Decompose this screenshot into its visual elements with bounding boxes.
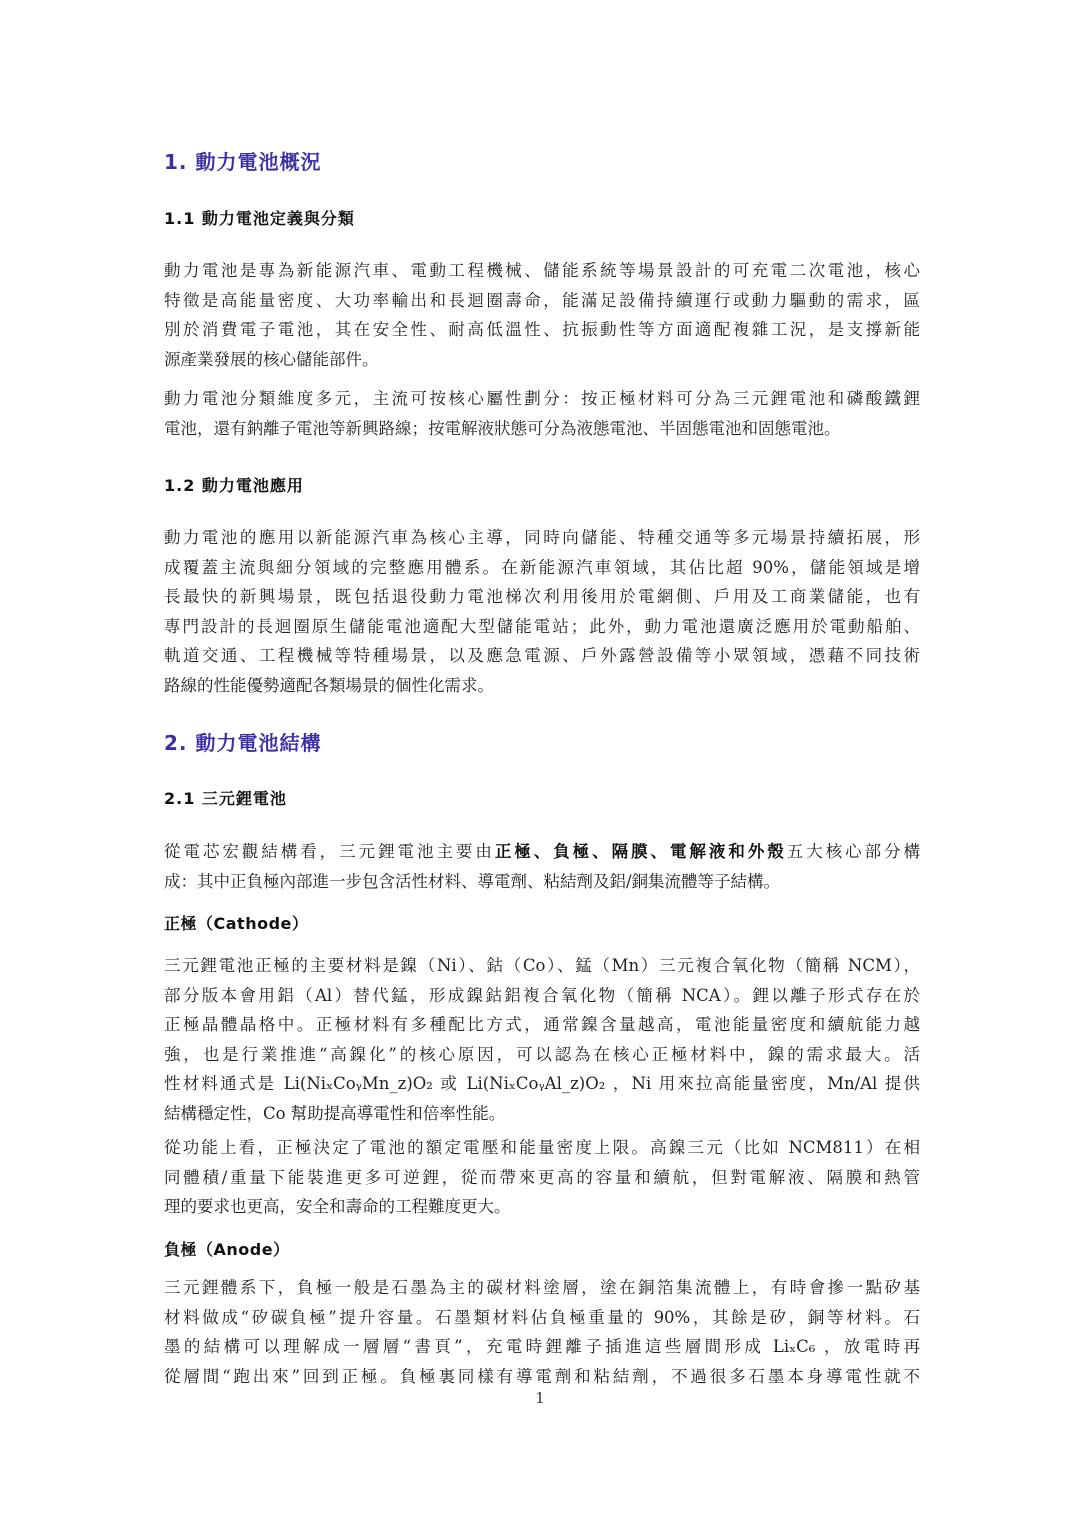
paragraph-line: 動力電池的應用以新能源汽車為核心主導，同時向儲能、特種交通等多元場景持續拓展，形 xyxy=(164,528,920,547)
part-heading-anode: 負極（Anode） xyxy=(164,1240,290,1259)
paragraph-line: 電池，還有鈉離子電池等新興路線；按電解液狀態可分為液態電池、半固態電池和固態電池。 xyxy=(164,418,841,438)
paragraph-line: 專門設計的長迴圈原生儲能電池適配大型儲能電站；此外，動力電池還廣泛應用於電動船舶、 xyxy=(164,616,920,636)
paragraph-line: 部分版本會用鋁（Al）替代錳，形成鎳鈷鋁複合氧化物（簡稱 NCA）。鋰以離子形式存在於 xyxy=(164,985,920,1005)
paragraph-cathode-function xyxy=(164,1133,920,1222)
subsection-heading-2-1: 2.1 三元鋰電池 xyxy=(164,789,287,808)
section-heading-1: 1. 動力電池概況 xyxy=(164,150,322,174)
part-heading-cathode: 正極（Cathode） xyxy=(164,914,309,933)
paragraph-cathode-materials xyxy=(164,951,920,1128)
paragraph-line: 材料做成“矽碳負極”提升容量。石墨類材料佔負極重量的 90%，其餘是矽，銅等材料。石 xyxy=(164,1307,920,1327)
paragraph-line: 動力電池是專為新能源汽車、電動工程機械、儲能系統等場景設計的可充電二次電池，核心 xyxy=(164,261,920,280)
paragraph-line: 動力電池分類維度多元，主流可按核心屬性劃分：按正極材料可分為三元鋰電池和磷酸鐵鋰 xyxy=(164,389,920,408)
paragraph-line: 墨的結構可以理解成一層層“書頁”，充電時鋰離子插進這些層間形成 LiₓC₆ ，放電時再 xyxy=(164,1337,920,1356)
paragraph-line: 長最快的新興場景，既包括退役動力電池梯次利用後用於電網側、戶用及工商業儲能，也有 xyxy=(164,587,920,606)
paragraph-line: 成：其中正負極內部進一步包含活性材料、導電劑、粘結劑及鋁/銅集流體等子結構。 xyxy=(164,871,781,891)
paragraph-line: 強，也是行業推進“高鎳化”的核心原因，可以認為在核心正極材料中，鎳的需求最大。活 xyxy=(164,1044,920,1064)
paragraph-line: 三元鋰體系下，負極一般是石墨為主的碳材料塗層，塗在銅箔集流體上，有時會摻一點矽基 xyxy=(164,1278,920,1297)
paragraph-anode xyxy=(164,1273,920,1391)
paragraph-line: 三元鋰電池正極的主要材料是鎳（Ni）、鈷（Co）、錳（Mn）三元複合氧化物（簡稱 NCM）， xyxy=(164,956,920,975)
paragraph-line xyxy=(164,837,920,867)
paragraph-line: 性材料通式是 Li(NiₓCoᵧMn_z)O₂ 或 Li(NiₓCoᵧAl_z)O₂ ，Ni 用來拉高能量密度，Mn/Al 提供 xyxy=(164,1074,920,1093)
paragraph-classification xyxy=(164,384,920,443)
paragraph-line: 路線的性能優勢適配各類場景的個性化需求。 xyxy=(164,675,494,695)
paragraph-line: 成覆蓋主流與細分領域的完整應用體系。在新能源汽車領域，其佔比超 90%，儲能領域是增 xyxy=(164,557,920,577)
paragraph-line: 正極晶體晶格中。正極材料有多種配比方式，通常鎳含量越高，電池能量密度和續航能力越 xyxy=(164,1015,920,1034)
paragraph-line: 從層間“跑出來”回到正極。負極裏同樣有導電劑和粘結劑，不過很多石墨本身導電性就不 xyxy=(164,1366,920,1386)
paragraph-line: 別於消費電子電池，其在安全性、耐高低溫性、抗振動性等方面適配複雜工況，是支撐新能 xyxy=(164,320,920,339)
paragraph-line: 理的要求也更高，安全和壽命的工程難度更大。 xyxy=(164,1197,511,1216)
paragraph-applications xyxy=(164,523,920,700)
paragraph-line: 同體積/重量下能裝進更多可逆鋰，從而帶來更高的容量和續航，但對電解液、隔膜和熱管 xyxy=(164,1167,920,1187)
paragraph-line: 從功能上看，正極決定了電池的額定電壓和能量密度上限。高鎳三元（比如 NCM811）在相 xyxy=(164,1138,920,1157)
subsection-heading-1-1: 1.1 動力電池定義與分類 xyxy=(164,209,355,228)
core-parts-emphasis: 正極、負極、隔膜、電解液和外殼 xyxy=(494,842,787,861)
intro-text: 五大核心部分構 xyxy=(786,842,920,861)
paragraph-line: 源產業發展的核心儲能部件。 xyxy=(164,349,379,369)
paragraph-line: 結構穩定性，Co 幫助提高導電性和倍率性能。 xyxy=(164,1103,506,1123)
paragraph-line: 特徵是高能量密度、大功率輸出和長迴圈壽命，能滿足設備持續運行或動力驅動的需求，區 xyxy=(164,290,920,310)
paragraph-definition xyxy=(164,256,920,374)
paragraph-structure-intro xyxy=(164,837,920,896)
page-number: 1 xyxy=(535,1389,545,1407)
section-heading-2: 2. 動力電池結構 xyxy=(164,731,322,755)
paragraph-line: 軌道交通、工程機械等特種場景，以及應急電源、戶外露營設備等小眾領域，憑藉不同技術 xyxy=(164,646,920,665)
subsection-heading-1-2: 1.2 動力電池應用 xyxy=(164,476,304,495)
intro-text: 從電芯宏觀結構看，三元鋰電池主要由 xyxy=(164,842,495,861)
